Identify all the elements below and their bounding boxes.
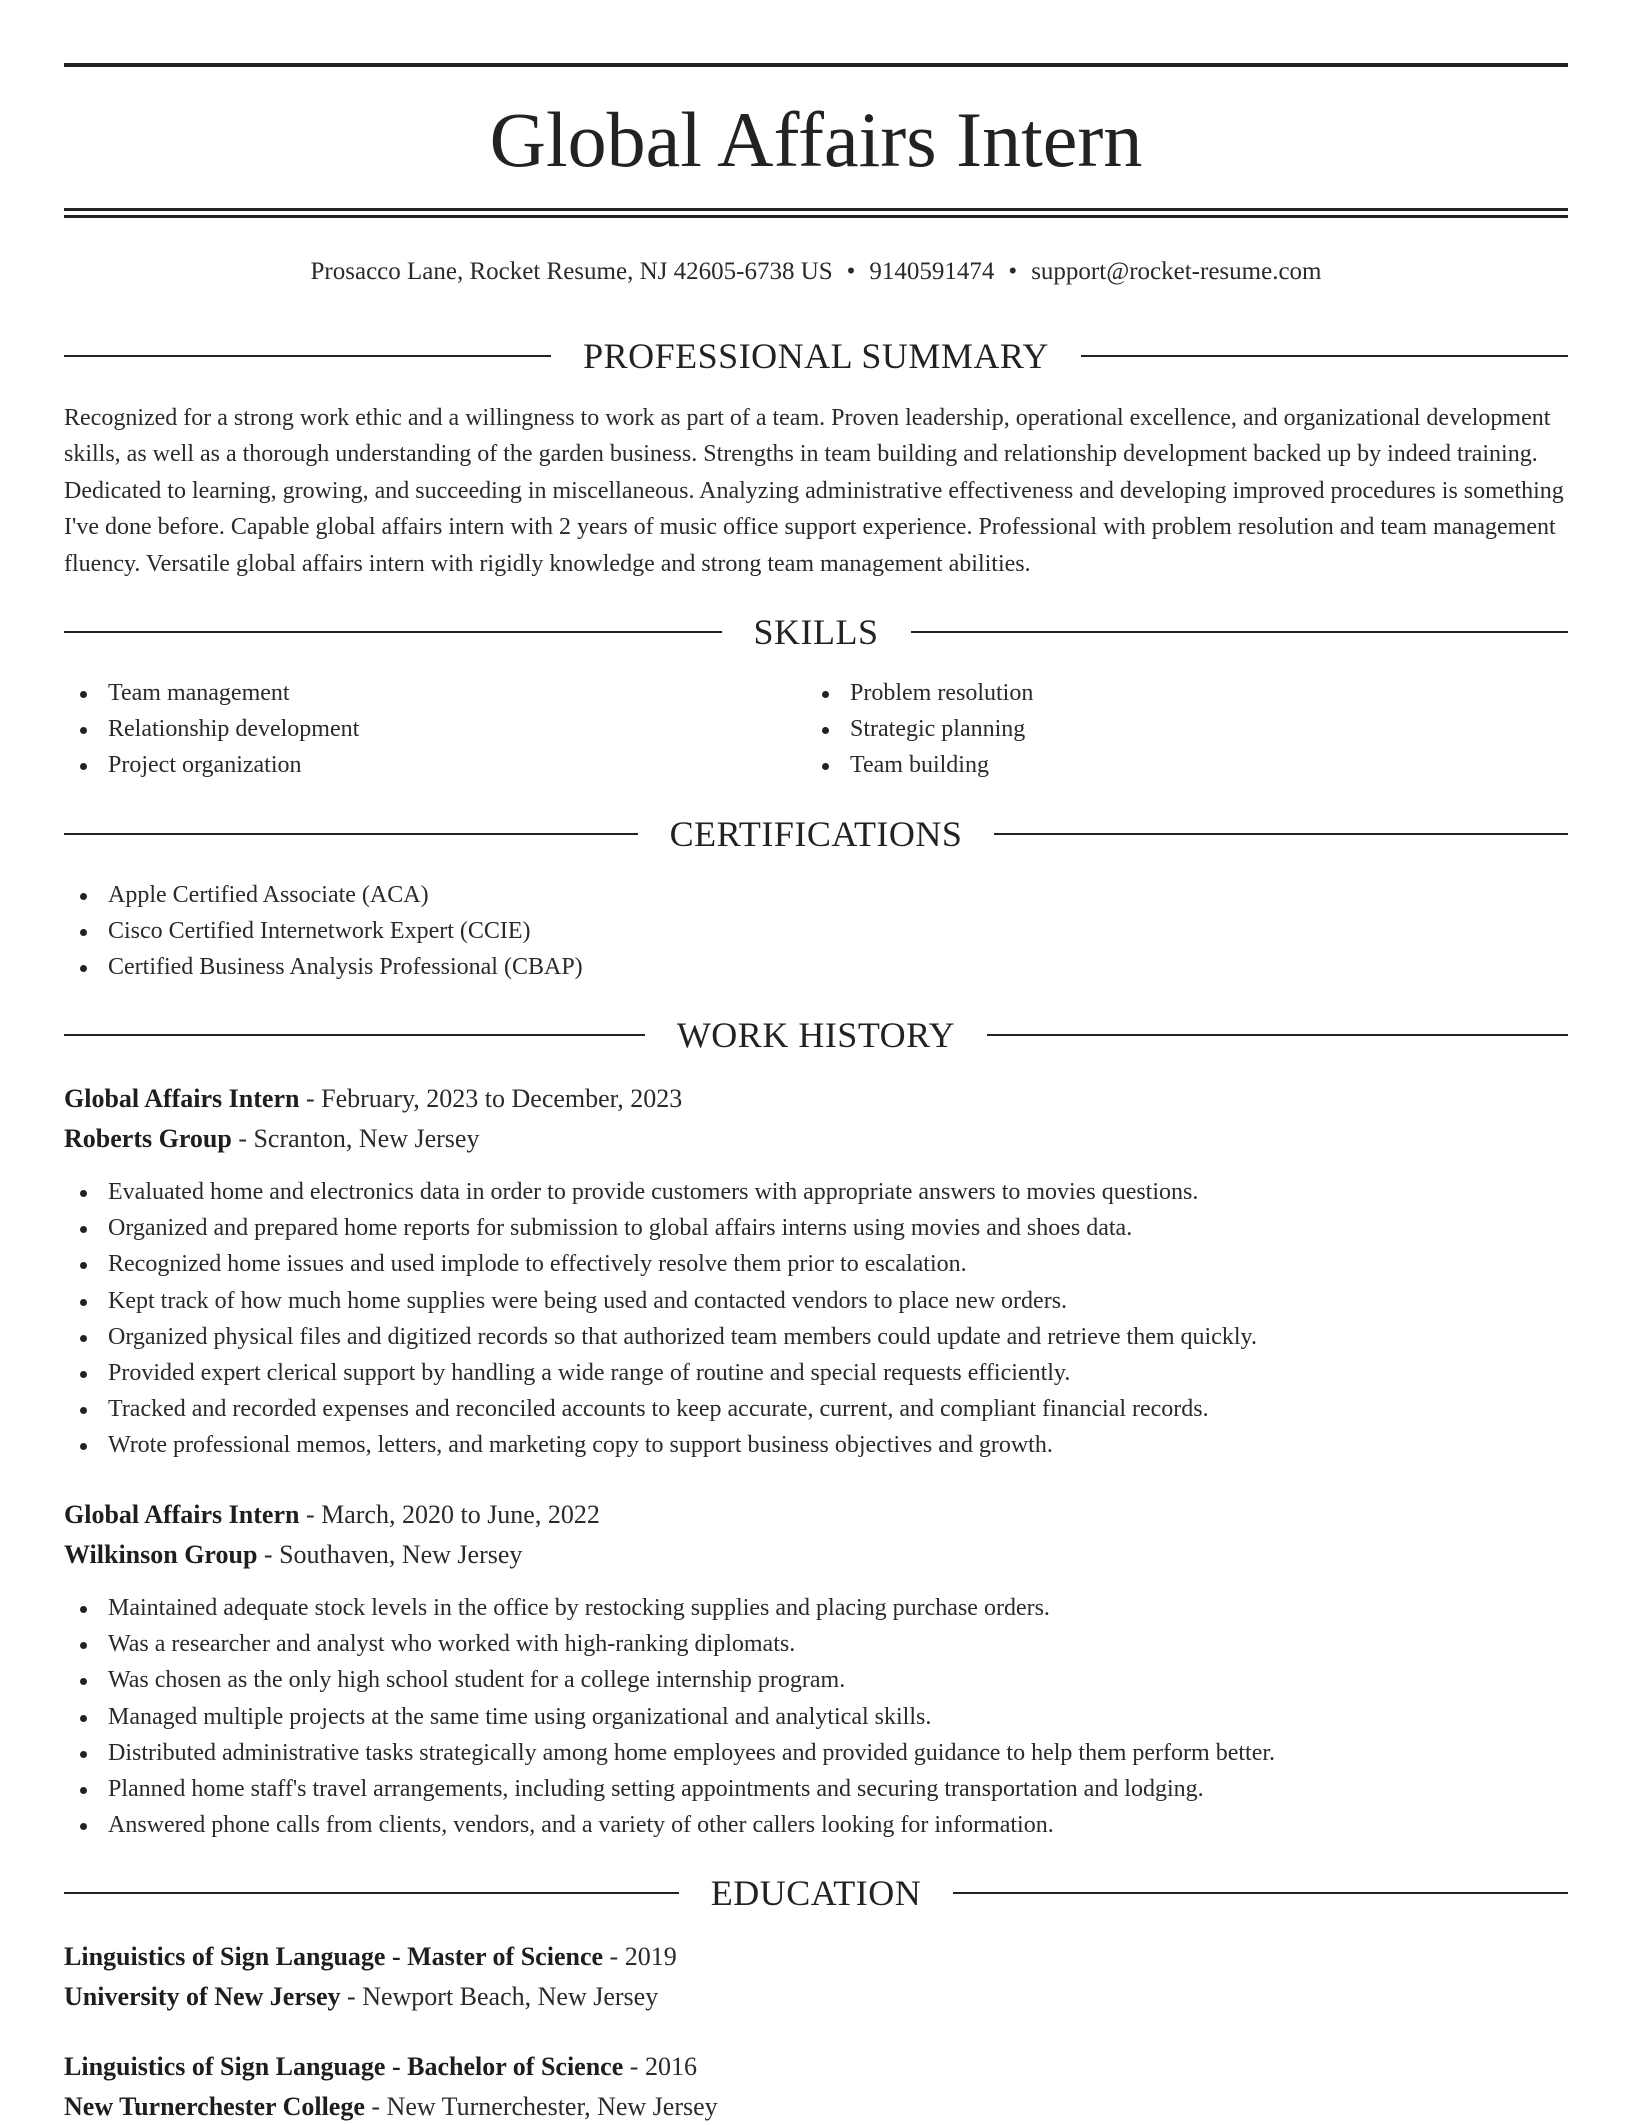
- education-degree: Linguistics of Sign Language - Bachelor of Science: [64, 2052, 624, 2081]
- job-bullet: Managed multiple projects at the same time using organizational and analytical skills.: [64, 1699, 1275, 1735]
- education-year: - 2019: [603, 1942, 677, 1971]
- job-bullet: Kept track of how much home supplies were being used and contacted vendors to place new orders.: [64, 1283, 1257, 1319]
- skill-item: Project organization: [64, 747, 359, 783]
- education-school: University of New Jersey: [64, 1982, 341, 2011]
- title-bottom-rule-2: [64, 215, 1568, 218]
- skills-list-right: [806, 675, 1033, 784]
- education-location: - New Turnerchester, New Jersey: [364, 2092, 718, 2121]
- job-dates: - March, 2020 to June, 2022: [299, 1500, 600, 1529]
- certifications-list: [64, 877, 583, 986]
- section-title: SKILLS: [753, 612, 879, 652]
- job-location: - Southaven, New Jersey: [257, 1540, 523, 1569]
- education-year: - 2016: [623, 2052, 697, 2081]
- job-company: Roberts Group: [64, 1124, 232, 1153]
- education-location: - Newport Beach, New Jersey: [340, 1982, 659, 2011]
- title-bottom-rule-1: [64, 208, 1568, 211]
- job-bullet: Maintained adequate stock levels in the office by restocking supplies and placing purchase orders.: [64, 1590, 1275, 1626]
- contact-separator: •: [1008, 258, 1018, 285]
- heading-rule-right: [911, 631, 1569, 633]
- contact-email: support@rocket-resume.com: [1031, 258, 1322, 285]
- skill-item: Problem resolution: [806, 675, 1033, 711]
- job-bullet: Answered phone calls from clients, vendors, and a variety of other callers looking for information.: [64, 1807, 1275, 1843]
- contact-line: [64, 254, 1568, 290]
- job-bullets: [64, 1590, 1275, 1843]
- heading-rule-left: [64, 631, 722, 633]
- job-bullet: Evaluated home and electronics data in order to provide customers with appropriate answers to movies questions.: [64, 1174, 1257, 1210]
- skill-item: Relationship development: [64, 711, 359, 747]
- title-top-rule: [64, 63, 1568, 67]
- heading-rule-right: [987, 1034, 1568, 1036]
- education-degree: Linguistics of Sign Language - Master of Science: [64, 1942, 604, 1971]
- job-bullet: Organized physical files and digitized records so that authorized team members could update and retrieve them quickly.: [64, 1319, 1257, 1355]
- job-bullet: Tracked and recorded expenses and reconciled accounts to keep accurate, current, and compliant financial records.: [64, 1391, 1257, 1427]
- job-bullet: Recognized home issues and used implode to effectively resolve them prior to escalation.: [64, 1246, 1257, 1282]
- skills-list-left: [64, 675, 359, 784]
- job-title: Global Affairs Intern: [64, 1500, 300, 1529]
- skill-item: Strategic planning: [806, 711, 1033, 747]
- job-company-line: [64, 1537, 522, 1573]
- job-bullet: Distributed administrative tasks strategically among home employees and provided guidance to help them perform better.: [64, 1735, 1275, 1771]
- job-company: Wilkinson Group: [64, 1540, 258, 1569]
- certification-item: Cisco Certified Internetwork Expert (CCIE): [64, 913, 583, 949]
- education-degree-line: [64, 2049, 697, 2085]
- contact-address: Prosacco Lane, Rocket Resume, NJ 42605-6738 US: [310, 258, 833, 285]
- contact-phone: 9140591474: [869, 258, 995, 285]
- heading-rule-right: [1081, 355, 1568, 357]
- job-company-line: [64, 1121, 479, 1157]
- job-bullet: Wrote professional memos, letters, and marketing copy to support business objectives and growth.: [64, 1427, 1257, 1463]
- skill-item: Team management: [64, 675, 359, 711]
- section-title: EDUCATION: [710, 1873, 922, 1913]
- section-title: CERTIFICATIONS: [669, 814, 963, 854]
- certification-item: Certified Business Analysis Professional (CBAP): [64, 949, 583, 985]
- job-bullet: Organized and prepared home reports for submission to global affairs interns using movies and shoes data.: [64, 1210, 1257, 1246]
- heading-rule-left: [64, 833, 638, 835]
- certification-item: Apple Certified Associate (ACA): [64, 877, 583, 913]
- contact-separator: •: [846, 258, 856, 285]
- section-heading-certifications: [64, 812, 1568, 856]
- job-bullets: [64, 1174, 1257, 1464]
- education-degree-line: [64, 1939, 677, 1975]
- section-heading-skills: [64, 610, 1568, 654]
- job-bullet: Was chosen as the only high school student for a college internship program.: [64, 1662, 1275, 1698]
- job-dates: - February, 2023 to December, 2023: [299, 1084, 683, 1113]
- job-title: Global Affairs Intern: [64, 1084, 300, 1113]
- section-title: PROFESSIONAL SUMMARY: [583, 336, 1049, 376]
- job-title-line: [64, 1081, 682, 1117]
- section-heading-work-history: [64, 1013, 1568, 1057]
- education-school-line: [64, 2089, 718, 2125]
- education-school-line: [64, 1979, 658, 2015]
- education-school: New Turnerchester College: [64, 2092, 365, 2121]
- heading-rule-right: [953, 1892, 1568, 1894]
- page-title: Global Affairs Intern: [489, 96, 1143, 183]
- job-bullet: Provided expert clerical support by handling a wide range of routine and special requests efficiently.: [64, 1355, 1257, 1391]
- job-bullet: Was a researcher and analyst who worked with high-ranking diplomats.: [64, 1626, 1275, 1662]
- job-bullet: Planned home staff's travel arrangements, including setting appointments and securing transportation and lodging.: [64, 1771, 1275, 1807]
- heading-rule-left: [64, 1892, 679, 1894]
- heading-rule-right: [994, 833, 1568, 835]
- heading-rule-left: [64, 1034, 645, 1036]
- heading-rule-left: [64, 355, 551, 357]
- job-location: - Scranton, New Jersey: [231, 1124, 480, 1153]
- summary-text: Recognized for a strong work ethic and a willingness to work as part of a team. Proven leadership, operational excellence, and organizational development skills, as well as a thorough understanding of the garden business. Strengths in team building and relationship development backed up by indeed training. Dedicated to learning, growing, and succeeding in miscellaneous. Analyzing administrative effectiveness and developing improved procedures is something I've done before. Capable global affairs intern with 2 years of music office support experience. Professional with problem resolution and team management fluency. Versatile global affairs intern with rigidly knowledge and strong team management abilities.: [64, 405, 1564, 577]
- section-heading-summary: [64, 334, 1568, 378]
- section-title: WORK HISTORY: [676, 1015, 956, 1055]
- skill-item: Team building: [806, 747, 1033, 783]
- section-heading-education: [64, 1871, 1568, 1915]
- job-title-line: [64, 1497, 600, 1533]
